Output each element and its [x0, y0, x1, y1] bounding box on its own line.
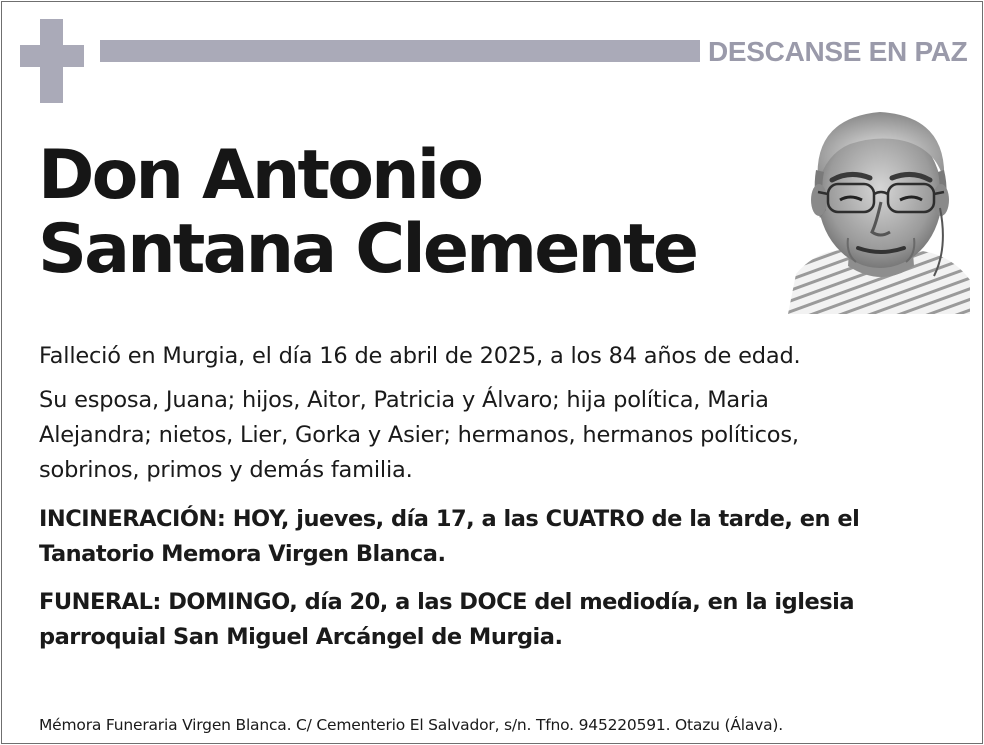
death-notice: Falleció en Murgia, el día 16 de abril de 2025, a los 84 años de edad.	[39, 343, 801, 369]
funeral-line: parroquial San Miguel Arcángel de Murgia.	[39, 624, 563, 650]
cremation-line: Tanatorio Memora Virgen Blanca.	[39, 541, 446, 567]
family-line: Alejandra; nietos, Lier, Gorka y Asier; hermanos, hermanos políticos,	[39, 422, 799, 448]
deceased-name-line1: Don Antonio	[38, 136, 482, 215]
funeral-home-footer: Mémora Funeraria Virgen Blanca. C/ Cementerio El Salvador, s/n. Tfno. 945220591. Otazu (Álava).	[39, 716, 783, 734]
obituary-card	[1, 1, 983, 744]
family-line: sobrinos, primos y demás familia.	[39, 457, 413, 483]
cremation-paragraph	[39, 502, 949, 572]
cremation-line: INCINERACIÓN: HOY, jueves, día 17, a las CUATRO de la tarde, en el	[39, 506, 860, 532]
deceased-name-line2: Santana Clemente	[38, 210, 697, 289]
funeral-line: FUNERAL: DOMINGO, día 20, a las DOCE del mediodía, en la iglesia	[39, 589, 855, 615]
header-rule	[100, 40, 700, 62]
cross-icon	[20, 19, 84, 103]
deceased-portrait	[788, 98, 970, 314]
funeral-paragraph	[39, 585, 949, 655]
family-paragraph	[39, 383, 949, 488]
rest-in-peace-tagline: DESCANSE EN PAZ	[708, 36, 968, 67]
family-line: Su esposa, Juana; hijos, Aitor, Patricia y Álvaro; hija política, Maria	[39, 387, 769, 413]
